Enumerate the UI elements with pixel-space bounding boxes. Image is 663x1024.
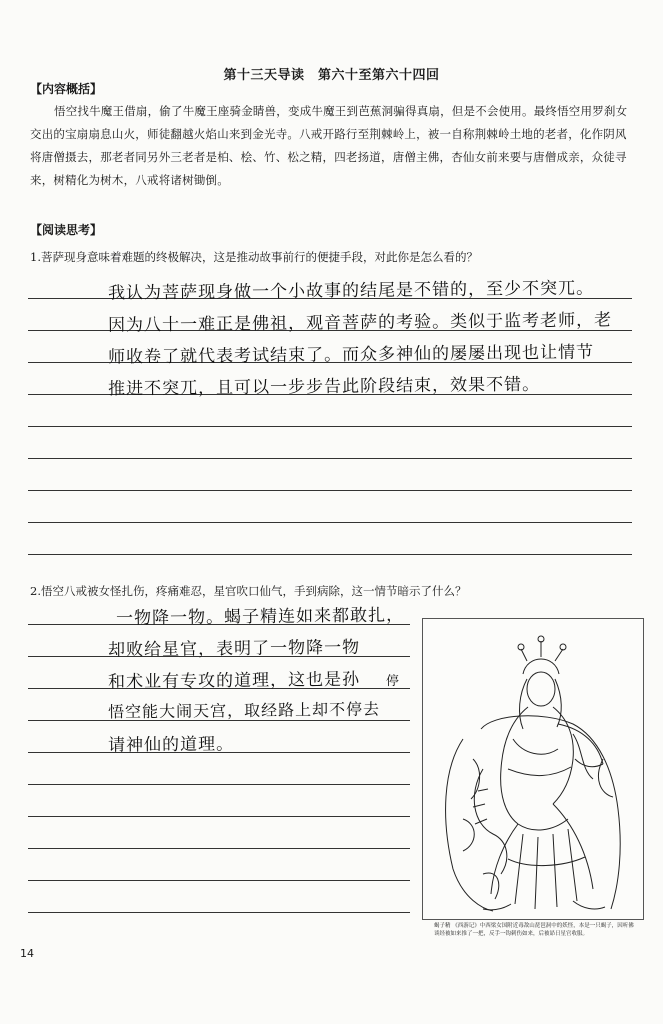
question2-answer-line: 请神仙的道理。 <box>107 734 235 756</box>
question1-answer-line: 因为八十一难正是佛祖，观音菩萨的考验。类似于监考老师，老 <box>107 310 613 336</box>
question2-answer-line: 却败给星官，表明了一物降一物 <box>107 637 361 661</box>
answer-rule <box>28 554 632 555</box>
question2-answer-line: 和术业有专攻的道理，这也是孙 <box>107 669 361 693</box>
answer-rule <box>28 458 632 459</box>
summary-section-label: 【内容概括】 <box>30 82 103 96</box>
question1-answer-line: 我认为菩萨现身做一个小故事的结尾是不错的，至少不突兀。 <box>107 278 595 304</box>
answer-rule <box>28 784 410 785</box>
answer-insertion-mark: 停 <box>385 673 401 690</box>
question2-answer-line: 悟空能大闹天宫，取经路上却不停去 <box>107 699 381 722</box>
question2-answer-line: 一物降一物。蝎子精连如来都敢扎， <box>115 605 405 629</box>
answer-rule <box>28 880 410 881</box>
question1-answer-line: 推进不突兀，且可以一步步告此阶段结束，效果不错。 <box>107 374 541 400</box>
thinking-section-label: 【阅读思考】 <box>30 223 103 237</box>
scorpion-demon-illustration <box>422 618 644 920</box>
summary-paragraph: 悟空找牛魔王借扇，偷了牛魔王座骑金睛兽，变成牛魔王到芭蕉洞骗得真扇，但是不会使用。最终悟空用罗刹女交出的宝扇扇息山火，师徒翻越火焰山来到金光寺。八戒开路行至荆棘岭上，被一自称荆棘岭土地的老者，化作阴风将唐僧摄去，那老者同另外三老者是柏、桧、竹、松之精，四老扬道，唐僧主佛，杏仙女前来要与唐僧成亲，众徒寻来，树精化为树木，八戒将诸树锄倒。 <box>30 104 628 187</box>
page-title: 第十三天导读 第六十至第六十四回 <box>223 68 440 83</box>
answer-rule <box>28 522 632 523</box>
answer-rule <box>28 848 410 849</box>
question1-prompt: 1.菩萨现身意味着难题的终极解决，这是推动故事前行的便捷手段，对此你是怎么看的？ <box>30 250 478 264</box>
summary-text-block <box>30 100 630 192</box>
illustration-caption: 蝎子精 《西游记》中西梁女国附近毒敌山琵琶洞中的妖怪，本是一只蝎子，因听佛谈经被如来推了一把，反手一钩刺伤如来，后被昴日星官收服。 <box>434 923 634 937</box>
page-number: 14 <box>20 947 34 960</box>
answer-rule <box>28 816 410 817</box>
question1-answer-line: 师收卷了就代表考试结束了。而众多神仙的屡屡出现也让情节 <box>107 342 595 368</box>
answer-rule <box>28 426 632 427</box>
answer-rule <box>28 912 410 913</box>
question2-prompt: 2.悟空八戒被女怪扎伤，疼痛难忍，星官吹口仙气，手到病除，这一情节暗示了什么？ <box>30 584 467 598</box>
answer-rule <box>28 490 632 491</box>
figure-drawing <box>423 619 643 919</box>
